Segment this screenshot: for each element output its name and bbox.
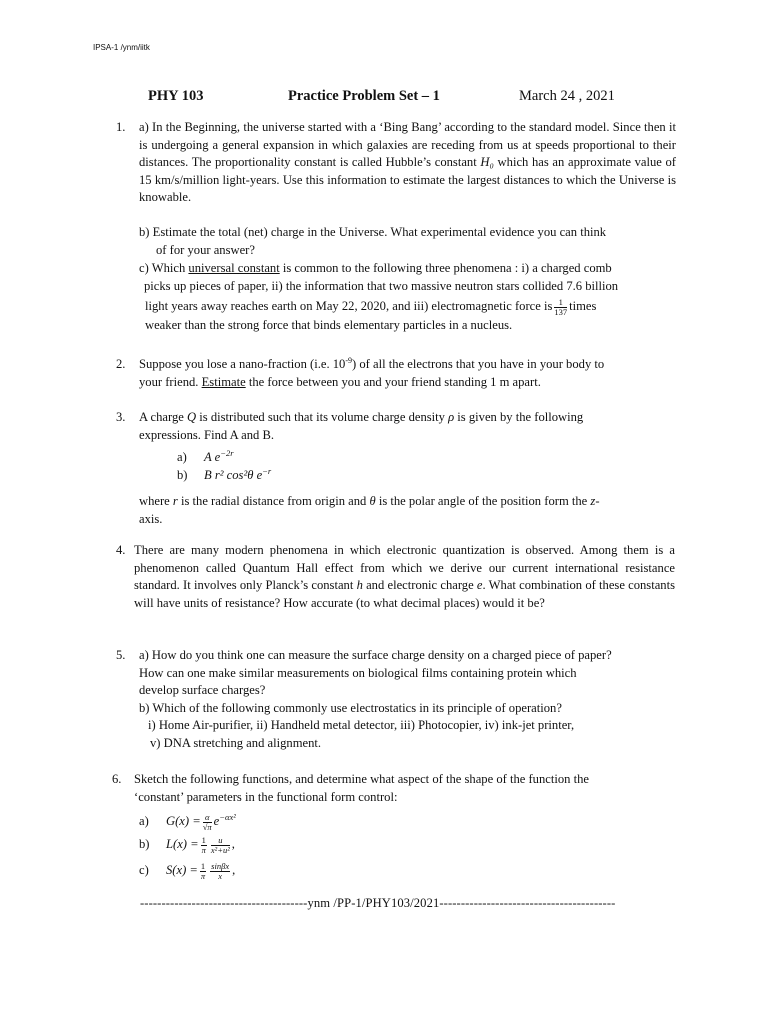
function-L-lhs: L(x) = <box>166 837 199 851</box>
function-G-fraction <box>203 813 212 832</box>
problem-3-line-1 <box>139 409 679 427</box>
problem-3 <box>139 409 679 444</box>
function-L-label: b) <box>139 837 150 851</box>
problem-1c <box>139 260 679 335</box>
function-L-fraction-2 <box>211 836 230 855</box>
fraction-denominator: 137 <box>554 306 568 317</box>
problem-3-line-1-pre: A charge <box>139 410 188 424</box>
r-symbol: r <box>172 494 178 508</box>
problem-5 <box>139 647 684 752</box>
function-G-numerator: α <box>203 813 212 823</box>
problem-4-text-mid: and electronic charge <box>362 578 477 592</box>
expression-b-base: B r² cos²θ e <box>204 468 263 482</box>
expression-a-base: A e <box>204 450 221 464</box>
problem-4 <box>134 542 675 612</box>
problem-1c-line-4: weaker than the strong force that binds elementary particles in a nucleus. <box>145 318 513 332</box>
function-L-numerator-1: 1 <box>201 834 206 845</box>
course-code: PHY 103 <box>148 88 204 104</box>
expression-a-label: a) <box>177 450 187 464</box>
function-S-lhs: S(x) = <box>166 863 198 877</box>
rho-symbol: ρ <box>448 410 455 424</box>
problem-1a-text-2: which has an approximate value of 15 km/s/million light-years. Use this information to estimate the largest distances to which the Universe is knowable. <box>139 155 677 204</box>
problem-3-where-line <box>139 493 679 511</box>
problem-2-line-1-post: ) of all the electrons that you have in your body to <box>352 357 605 371</box>
problem-1b-line-2: of for your answer? <box>156 242 255 257</box>
problem-1c-line-3-end: times <box>569 299 597 313</box>
header-tag: IPSA-1 /ynm/iitk <box>93 43 150 52</box>
function-L-numerator-2: u <box>211 836 230 846</box>
problem-4-text-pre: There are many modern phenomena in which electronic quantization is observed. Among them is a phenomenon called Quantum Hall effect from which we derive our current international resistance standard. It involves only Planck’s constant <box>134 543 675 592</box>
problem-3-line-2: expressions. Find A and B. <box>139 427 275 442</box>
function-G <box>139 808 236 832</box>
where-end: - <box>595 494 600 508</box>
where-mid: is the radial distance from origin and <box>177 494 370 508</box>
fraction-numerator: 1 <box>554 298 567 308</box>
problem-3-number: 3. <box>116 410 126 424</box>
electron-e-symbol: e <box>476 578 483 592</box>
problem-1b-line-1: b) Estimate the total (net) charge in the Universe. What experimental evidence you can think <box>139 225 607 239</box>
problem-3-line-1-mid: is distributed such that its volume charge density <box>196 410 449 424</box>
where-post: is the polar angle of the position form the <box>375 494 591 508</box>
problem-5a-line-1: a) How do you think one can measure the surface charge density on a charged piece of paper? <box>139 648 612 662</box>
function-S-fraction-2 <box>210 862 230 881</box>
function-S-numerator-1: 1 <box>200 860 206 871</box>
universal-constant-term: universal constant <box>188 261 280 275</box>
problem-5a-line-2: How can one make similar measurements on biological films containing protein which <box>139 665 577 680</box>
problem-1a-text: a) In the Beginning, the universe started with a ‘Bing Bang’ according to the standard model. Since then it is undergoing a general expansion in which galaxies are receding from us at speeds proportional to their distances. The proportionality constant is called Hubble’s constant <box>139 120 676 169</box>
problem-6-line-2: ‘constant’ parameters in the functional form control: <box>134 789 398 804</box>
where-pre: where <box>139 494 173 508</box>
function-G-exp-base: e <box>213 814 220 828</box>
problem-2-line-2 <box>139 374 679 392</box>
nano-exponent: -9 <box>345 355 353 365</box>
problem-2-line-2-post: the force between you and your friend standing 1 m apart. <box>245 374 541 389</box>
problem-2-number: 2. <box>116 357 126 371</box>
problem-1a <box>139 119 676 207</box>
problem-1b <box>139 224 679 259</box>
function-S-comma: , <box>232 863 236 877</box>
function-G-label: a) <box>139 814 149 828</box>
hubble-constant-symbol: H₀ <box>480 155 494 169</box>
function-L-denominator-2: x²+u² <box>210 844 230 855</box>
function-S <box>139 861 235 881</box>
problem-3-expression-b <box>177 462 271 484</box>
problem-6-line-1: Sketch the following functions, and determine what aspect of the shape of the function the <box>134 772 589 786</box>
planck-h-symbol: h <box>356 578 363 592</box>
expression-b-exponent: −r <box>262 466 272 476</box>
problem-2-line-1 <box>139 356 679 374</box>
problem-1c-line-3-text: light years away reaches earth on May 22, 2020, and iii) electromagnetic force is <box>145 299 553 313</box>
problem-6-number: 6. <box>112 772 122 786</box>
problem-6 <box>134 771 679 806</box>
problem-2 <box>139 356 679 391</box>
problem-5b-line-1: b) Which of the following commonly use electrostatics in its principle of operation? <box>139 700 562 715</box>
problem-1c-line-2: picks up pieces of paper, ii) the information that two massive neutron stars collided 7.6 billion <box>144 278 619 293</box>
page-footer: ---------------------------------------ynm /PP-1/PHY103/2021----------------------------------------- <box>140 896 616 910</box>
function-L <box>139 835 235 855</box>
function-S-fraction-1 <box>200 862 206 881</box>
problem-5a-line-3: develop surface charges? <box>139 683 266 697</box>
function-S-label: c) <box>139 863 149 877</box>
problem-5b-line-2: i) Home Air-purifier, ii) Handheld metal detector, iii) Photocopier, iv) ink-jet printer, <box>148 718 575 732</box>
function-L-comma: , <box>231 837 235 851</box>
problem-1c-line-1-rest: is common to the following three phenomena : i) a charged comb <box>279 261 612 275</box>
estimate-term: Estimate <box>201 374 246 389</box>
function-L-fraction-1 <box>201 836 207 855</box>
problem-1-number: 1. <box>116 120 126 134</box>
problem-set-date: March 24 , 2021 <box>519 88 615 104</box>
problem-4-text-post: . What combination of these constants will have units of resistance? How accurate (to what decimal places) would it be? <box>134 578 675 610</box>
function-S-denominator-2: x <box>218 870 223 881</box>
function-G-lhs: G(x) = <box>166 814 201 828</box>
problem-3-where <box>139 493 679 528</box>
problem-set-title: Practice Problem Set – 1 <box>288 88 440 104</box>
problem-3-axis-line: axis. <box>139 511 163 526</box>
problem-5b-line-3: v) DNA stretching and alignment. <box>150 735 322 750</box>
problem-2-line-1-pre: Suppose you lose a nano-fraction (i.e. 10 <box>139 357 346 371</box>
problem-1c-line-1 <box>139 260 679 278</box>
expression-a-exponent: −2r <box>220 448 234 458</box>
expression-b-label: b) <box>177 468 188 482</box>
function-L-denominator-1: π <box>201 844 206 855</box>
charge-Q-symbol: Q <box>187 410 197 424</box>
problem-5-number: 5. <box>116 648 126 662</box>
function-G-denominator: √π <box>202 821 212 832</box>
fraction-1-over-137 <box>554 298 567 317</box>
problem-3-line-1-post: is given by the following <box>454 410 584 424</box>
problem-4-number: 4. <box>116 543 126 557</box>
problem-1c-prefix: c) Which <box>139 261 189 275</box>
function-G-exponent: −αx² <box>219 812 236 822</box>
function-S-numerator-2: sinβx <box>211 860 230 871</box>
problem-1c-line-3 <box>139 295 679 317</box>
function-S-denominator-1: π <box>200 870 206 881</box>
z-symbol: z <box>590 494 596 508</box>
theta-symbol: θ <box>369 494 376 508</box>
problem-2-line-2-pre: your friend. <box>139 374 202 389</box>
